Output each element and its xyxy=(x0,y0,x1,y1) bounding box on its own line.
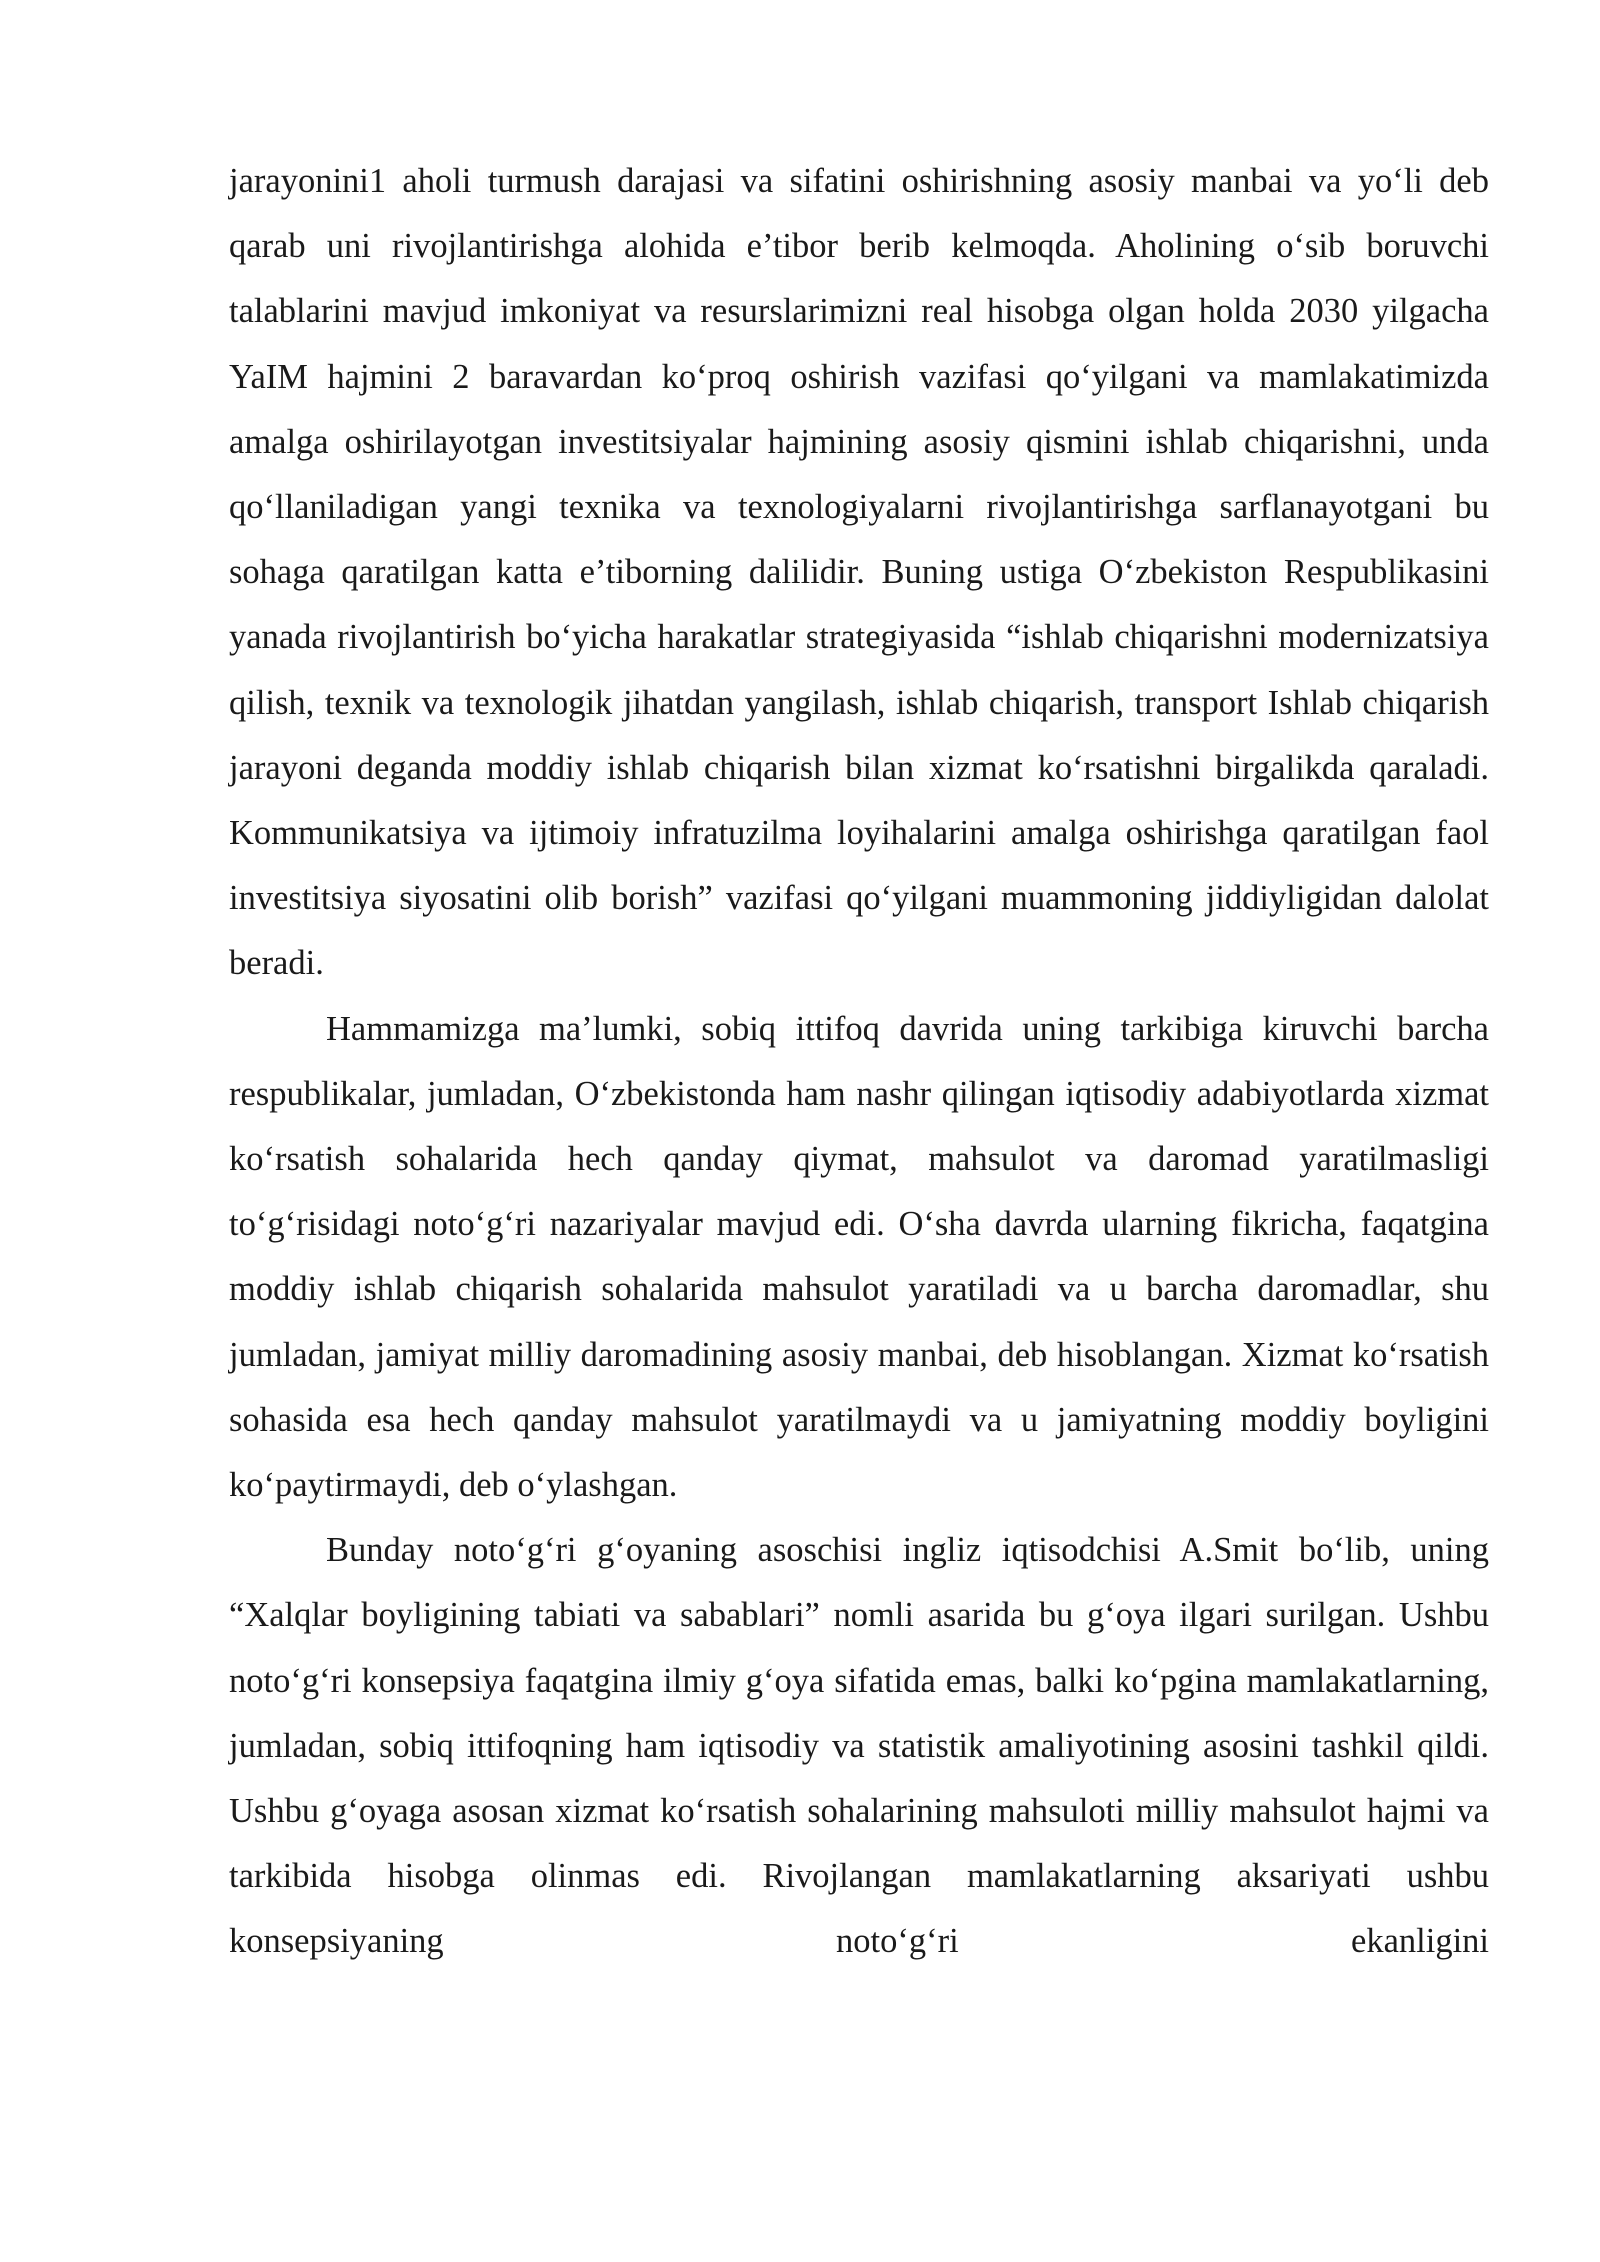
document-body xyxy=(229,149,1489,1975)
paragraph-2: Hammamizga ma’lumki, sobiq ittifoq davrida uning tarkibiga kiruvchi barcha respublikalar, jumladan, O‘zbekistonda ham nashr qilingan iqtisodiy adabiyotlarda xizmat ko‘rsatish sohalarida hech qanday qiymat, mahsulot va daromad yaratilmasligi to‘g‘risidagi noto‘g‘ri nazariyalar mavjud edi. O‘sha davrda ularning fikricha, faqatgina moddiy ishlab chiqarish sohalarida mahsulot yaratiladi va u barcha daromadlar, shu jumladan, jamiyat milliy daromadining asosiy manbai, deb hisoblangan. Xizmat ko‘rsatish sohasida esa hech qanday mahsulot yaratilmaydi va u jamiyatning moddiy boyligini ko‘paytirmaydi, deb o‘ylashgan. xyxy=(229,1009,1489,1505)
paragraph-3: Bunday noto‘g‘ri g‘oyaning asoschisi ingliz iqtisodchisi A.Smit bo‘lib, uning “Xalqlar boyligining tabiati va sabablari” nomli asarida bu g‘oya ilgari surilgan. Ushbu noto‘g‘ri konsepsiya faqatgina ilmiy g‘oya sifatida emas, balki ko‘pgina mamlakatlarning, jumladan, sobiq ittifoqning ham iqtisodiy va statistik amaliyotining asosini tashkil qildi. Ushbu g‘oyaga asosan xizmat ko‘rsatish sohalarining mahsuloti milliy mahsulot hajmi va tarkibida hisobga olinmas edi. Rivojlangan mamlakatlarning aksariyati ushbu konsepsiyaning noto‘g‘ri ekanligini xyxy=(229,1531,1489,1961)
paragraph-1: jarayonini1 aholi turmush darajasi va sifatini oshirishning asosiy manbai va yo‘li deb qarab uni rivojlantirishga alohida e’tibor berib kelmoqda. Aholining o‘sib boruvchi talablarini mavjud imkoniyat va resurslarimizni real hisobga olgan holda 2030 yilgacha YaIM hajmini 2 baravardan ko‘proq oshirish vazifasi qo‘yilgani va mamlakatimizda amalga oshirilayotgan investitsiyalar hajmining asosiy qismini ishlab chiqarishni, unda qo‘llaniladigan yangi texnika va texnologiyalarni rivojlantirishga sarflanayotgani bu sohaga qaratilgan katta e’tiborning dalilidir. Buning ustiga O‘zbekiston Respublikasini yanada rivojlantirish bo‘yicha harakatlar strategiyasida “ishlab chiqarishni modernizatsiya qilish, texnik va texnologik jihatdan yangilash, ishlab chiqarish, transport Ishlab chiqarish jarayoni deganda moddiy ishlab chiqarish bilan xizmat ko‘rsatishni birgalikda qaraladi. Kommunikatsiya va ijtimoiy infratuzilma loyihalarini amalga oshirishga qaratilgan faol investitsiya siyosatini olib borish” vazifasi qo‘yilgani muammoning jiddiyligidan dalolat beradi. xyxy=(229,162,1489,983)
